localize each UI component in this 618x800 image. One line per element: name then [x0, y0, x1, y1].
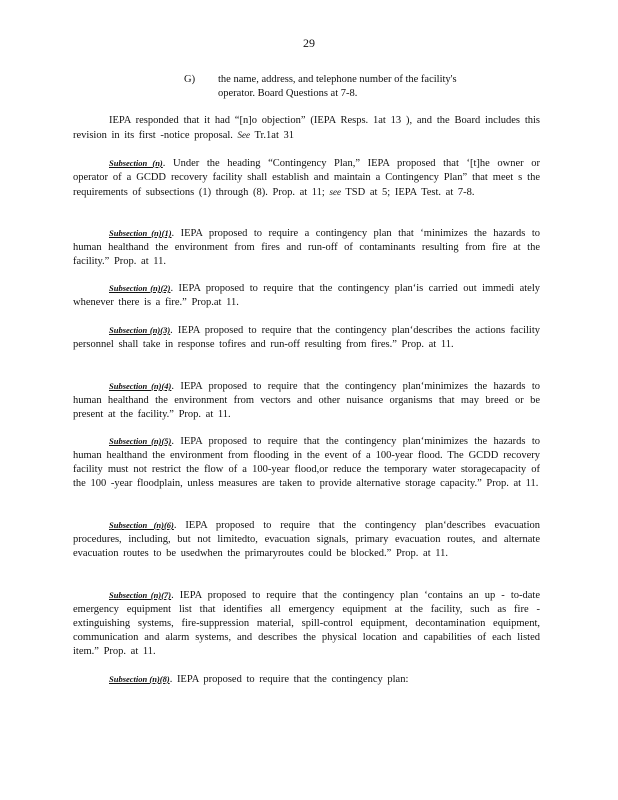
paragraph-text: IEPA responded that it had “[n]o objection” (IEPA Resps. 1at 13 ), and the Board includes this revision in its first -notice proposal.: [73, 115, 540, 141]
paragraph-iepa-response: [73, 114, 540, 143]
paragraph-text: . Under the heading “Contingency Plan,” IEPA proposed that ‘[t]he owner or operator of a GCDD recovery facility shall establish and maintain a Contingency Plan” that meet s the requirements of subsections (1) through (8). Prop. at 11;: [73, 158, 540, 198]
subsection-heading: Subsection (n)(1): [109, 228, 172, 238]
paragraph-subsection-n4: [73, 379, 540, 422]
subsection-heading: Subsection (n)(5): [109, 436, 172, 446]
subsection-heading: Subsection (n)(3): [109, 325, 171, 335]
paragraph-text-end: Tr.1at 31: [254, 130, 295, 141]
subsection-heading: Subsection (n)(7): [109, 590, 172, 600]
item-text-line1: the name, address, and telephone number of the facility's: [218, 74, 457, 85]
citation-signal: see: [329, 187, 341, 197]
paragraph-subsection-n1: [73, 226, 540, 269]
paragraph-subsection-n7: [73, 588, 540, 659]
subsection-heading: Subsection (n)(8): [109, 674, 170, 684]
subsection-heading: Subsection (n)(6): [109, 520, 174, 530]
item-text-line2: operator. Board Questions at 7-8.: [218, 88, 358, 99]
subsection-heading: Subsection (n)(4): [109, 381, 172, 391]
subsection-heading: Subsection (n): [109, 158, 163, 168]
list-item-g: [184, 73, 457, 101]
paragraph-text: . IEPA proposed to require that the contingency plan:: [169, 674, 409, 685]
page-number: 29: [303, 36, 315, 50]
paragraph-text: . IEPA proposed to require a contingency plan that ‘minimizes the hazards to human healthand the environment from fires and run-off of contaminants resulting from fire at the facility.” Prop. at 11.: [73, 228, 541, 267]
paragraph-text: . IEPA proposed to require that the contingency plan ‘contains an up - to-date emergency equipment list that identifies all emergency equipment at the facility, such as fire -extinguishing systems, fire-suppression material, spill-control equipment, decontamination equipment, communication and alarm systems, and describes the physical location and capabilities of each listed item.” Prop. at 11.: [73, 590, 540, 657]
paragraph-text: . IEPA proposed to require that the contingency plan‘describes evacuation procedures, including, but not limitedto, evacuation signals, primary evacuation routes, and alternate evacuation routes to be usedwhen the primaryroutes could be blocked.” Prop. at 11.: [73, 520, 540, 559]
paragraph-text: . IEPA proposed to require that the contingency plan‘minimizes the hazards to human healthand the environment from flooding in the event of a 100-year flood. The GCDD recovery facility must not restrict the flow of a 100-year flood,or reduce the temporary water storagecapacity of the 100 -year floodplain, unless measures are taken to provide alternative storage capacity.” Prop. at 11.: [73, 436, 540, 489]
subsection-heading: Subsection (n)(2): [109, 283, 171, 293]
paragraph-subsection-n3: [73, 323, 540, 352]
paragraph-subsection-n2: [73, 281, 540, 310]
paragraph-subsection-n5: [73, 434, 540, 491]
paragraph-subsection-n: [73, 156, 540, 200]
paragraph-text-end: TSD at 5; IEPA Test. at 7-8.: [345, 187, 475, 198]
item-label: G): [184, 74, 196, 85]
paragraph-text: . IEPA proposed to require that the contingency plan‘minimizes the hazards to human healthand the environment from vectors and other nuisance organisms that may breed or be present at the facility.” Prop. at 11.: [73, 381, 540, 420]
paragraph-subsection-n6: [73, 518, 540, 561]
citation-signal: See: [237, 130, 251, 140]
paragraph-text: . IEPA proposed to require that the contingency plan‘describes the actions facility personnel shall take in response tofires and run-off resulting from fires.” Prop. at 11.: [73, 325, 540, 350]
paragraph-subsection-n8: [73, 672, 540, 687]
paragraph-text: . IEPA proposed to require that the contingency plan‘is carried out immedi ately whenever there is a fire.” Prop.at 11.: [73, 283, 540, 308]
